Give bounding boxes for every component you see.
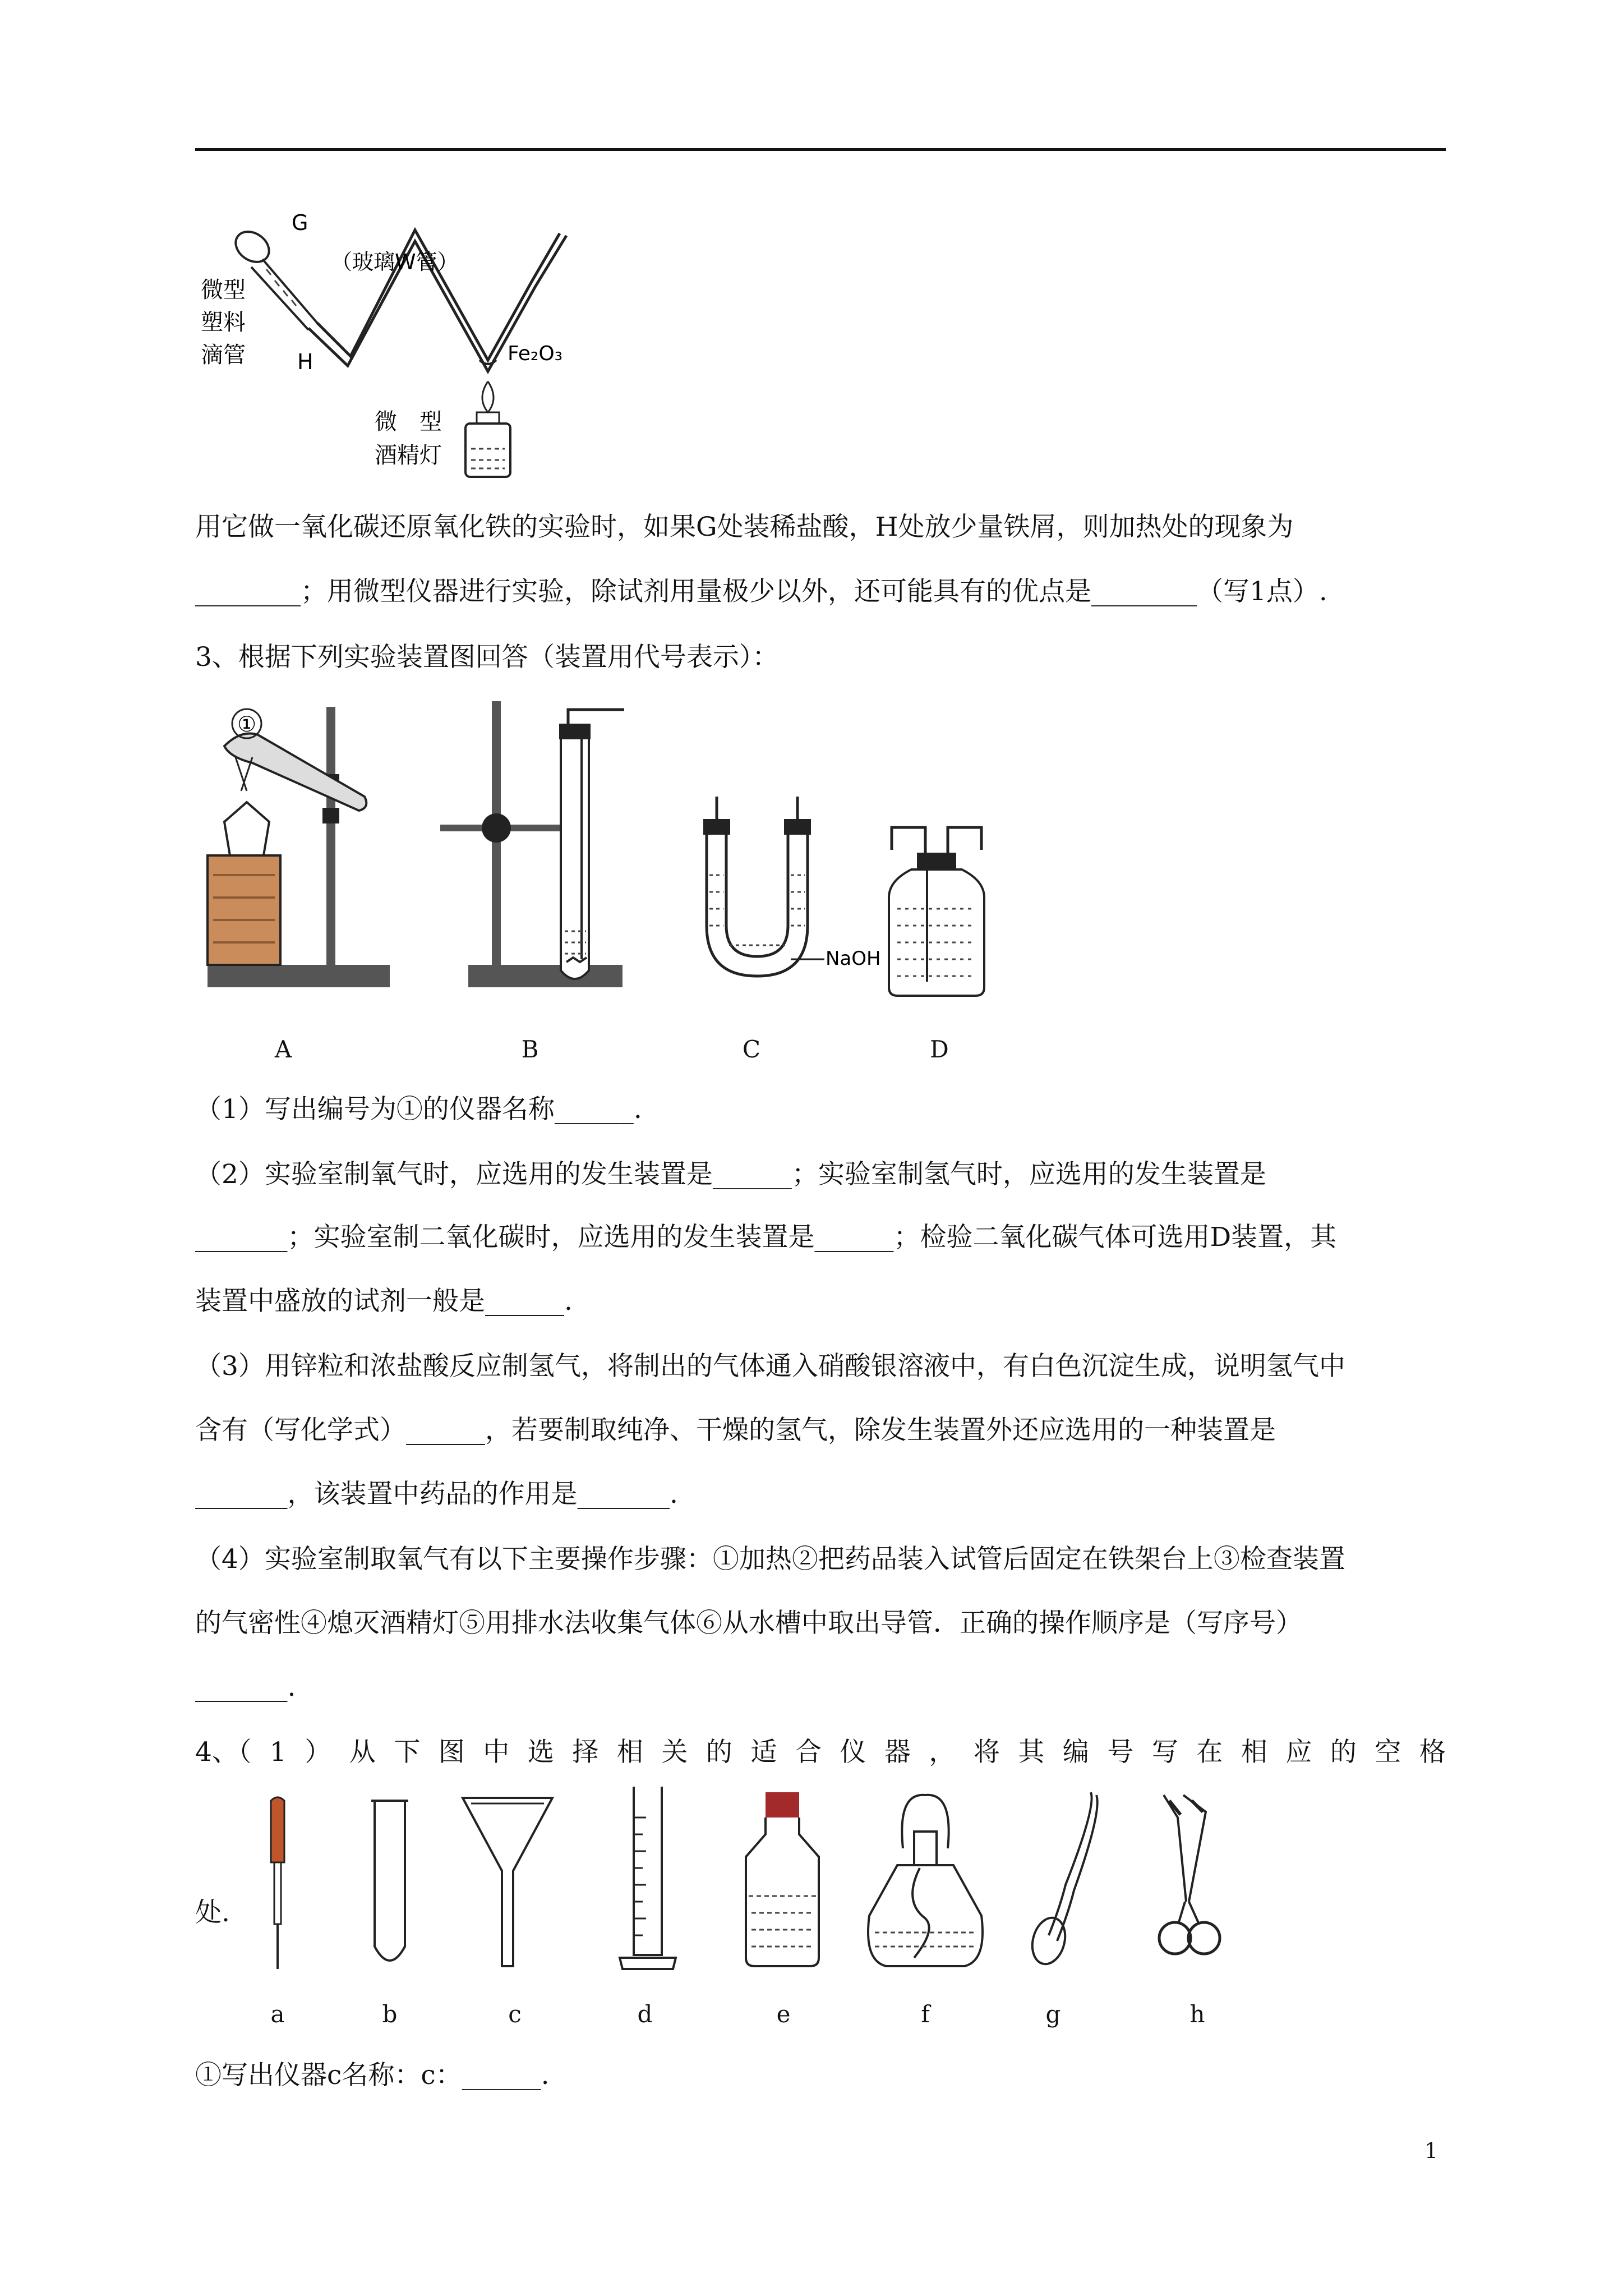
- q3-sub2-line1: （2）实验室制氧气时，应选用的发生装置是______；实验室制氢气时，应选用的发生装置是: [195, 1159, 1266, 1190]
- instrument-e-reagent-bottle: [743, 1789, 822, 1969]
- label-lamp-2: 酒精灯: [375, 443, 442, 468]
- instrument-f-alcohol-lamp: [864, 1792, 987, 1972]
- apparatus-b: [440, 701, 642, 999]
- instrument-label-d: d: [637, 2000, 653, 2028]
- label-g: G: [292, 213, 308, 235]
- q3-sub3-line3: _______，该装置中药品的作用是_______.: [195, 1479, 678, 1510]
- label-dropper-3: 塑: [201, 310, 223, 335]
- instrument-g-spoon: [1021, 1789, 1105, 1969]
- q3-heading: 3、根据下列实验装置图回答（装置用代号表示）：: [195, 642, 779, 673]
- label-h: H: [297, 349, 313, 374]
- apparatus-d: [883, 819, 995, 999]
- q4-sub1: ①写出仪器c名称：c：______.: [195, 2060, 550, 2091]
- naoh-label: NaOH: [826, 947, 881, 970]
- w-tube-title: （玻璃W管）: [331, 250, 459, 274]
- q3-sub3-line2: 含有（写化学式）______，若要制取纯净、干燥的氢气，除发生装置外还应选用的一种装置是: [195, 1415, 1276, 1446]
- label-dropper-6: 管: [223, 342, 246, 368]
- q3-sub4-line3: _______.: [195, 1672, 296, 1703]
- instrument-h-crucible-tongs: [1152, 1789, 1225, 1969]
- apparatus-label-a: A: [274, 1036, 292, 1063]
- label-lamp-1: 微 型: [375, 409, 442, 435]
- q3-sub4-line1: （4）实验室制取氧气有以下主要操作步骤：①加热②把药品装入试管后固定在铁架台上③检查装置: [195, 1544, 1345, 1575]
- w-tube-figure: [196, 213, 600, 482]
- q3-sub3-line1: （3）用锌粒和浓盐酸反应制氢气，将制出的气体通入硝酸银溶液中，有白色沉淀生成，说明氢气中: [195, 1351, 1345, 1382]
- instrument-label-c: c: [508, 2000, 522, 2028]
- apparatus-c: [695, 797, 909, 987]
- instrument-d-graduated-cylinder: [617, 1784, 679, 1975]
- apparatus-label-d: D: [930, 1036, 949, 1063]
- instrument-b-test-tube: [370, 1798, 409, 1972]
- apparatus-label-b: B: [521, 1036, 539, 1063]
- instrument-c-funnel: [460, 1792, 555, 1972]
- instrument-label-e: e: [776, 2000, 791, 2028]
- q2-line2: ________；用微型仪器进行实验，除试剂用量极少以外，还可能具有的优点是________（写1点）.: [195, 576, 1327, 607]
- label-dropper-1: 微: [201, 277, 223, 303]
- q3-sub2-line2: _______；实验室制二氧化碳时，应选用的发生装置是______；检验二氧化碳气体可选用D装置，其: [195, 1222, 1337, 1253]
- label-dropper-2: 型: [223, 277, 246, 303]
- apparatus-label-c: C: [742, 1036, 761, 1063]
- apparatus-a: [202, 707, 409, 999]
- instrument-label-a: a: [270, 2000, 285, 2028]
- q3-sub1: （1）写出编号为①的仪器名称______.: [195, 1094, 642, 1125]
- instrument-label-h: h: [1189, 2000, 1205, 2028]
- q2-line1: 用它做一氧化碳还原氧化铁的实验时，如果G处装稀盐酸，H处放少量铁屑，则加热处的现象为: [195, 512, 1294, 542]
- label-dropper-4: 料: [223, 310, 246, 335]
- q3-sub4-line2: 的气密性④熄灭酒精灯⑤用排水法收集气体⑥从水槽中取出导管．正确的操作顺序是（写序号）: [195, 1608, 1302, 1639]
- header-rule: [195, 148, 1446, 151]
- instrument-label-f: f: [921, 2000, 930, 2028]
- instrument-a-dropper: [261, 1795, 294, 1975]
- page-number: 1: [1424, 2138, 1438, 2163]
- marker-1: ①: [237, 712, 257, 737]
- label-dropper-5: 滴: [201, 342, 223, 368]
- q4-chu: 处.: [195, 1897, 230, 1928]
- instrument-label-b: b: [382, 2000, 398, 2028]
- label-fe2o3: Fe₂O₃: [508, 342, 563, 365]
- q3-sub2-line3: 装置中盛放的试剂一般是______.: [195, 1286, 573, 1317]
- q4-heading: 4、（ 1 ） 从 下 图 中 选 择 相 关 的 适 合 仪 器 ， 将 其 编 号 写 在 相 应 的 空 格: [195, 1737, 1446, 1768]
- instrument-label-g: g: [1045, 2000, 1061, 2028]
